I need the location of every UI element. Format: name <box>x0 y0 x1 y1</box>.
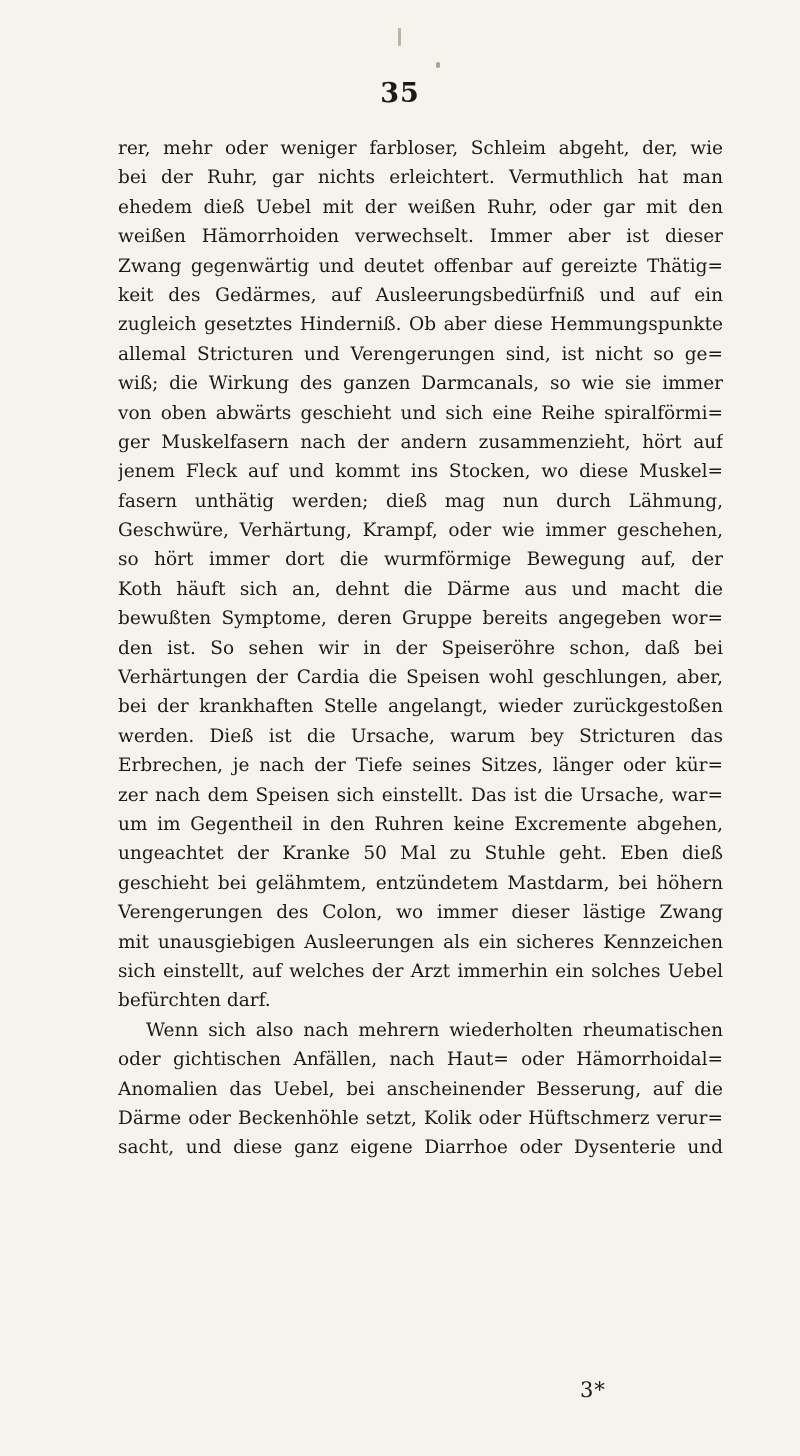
text-line: Erbrechen, je nach der Tiefe seines Sitzes, länger oder kür= <box>118 755 723 777</box>
text-line: weißen Hämorrhoiden verwechselt. Immer aber ist dieser <box>118 226 723 248</box>
text-line: jenem Fleck auf und kommt ins Stocken, wo diese Muskel= <box>118 461 723 483</box>
body-text <box>118 134 723 1163</box>
paper-mark <box>398 28 401 46</box>
text-line: Verhärtungen der Cardia die Speisen wohl geschlungen, aber, <box>118 667 723 689</box>
text-line: bei der Ruhr, gar nichts erleichtert. Vermuthlich hat man <box>118 167 723 189</box>
text-line: ungeachtet der Kranke 50 Mal zu Stuhle geht. Eben dieß <box>118 843 723 865</box>
text-line: ehedem dieß Uebel mit der weißen Ruhr, oder gar mit den <box>118 196 723 218</box>
text-line: von oben abwärts geschieht und sich eine Reihe spiralförmi= <box>118 402 723 424</box>
text-line: bei der krankhaften Stelle angelangt, wieder zurückgestoßen <box>118 696 723 718</box>
text-line: sacht, und diese ganz eigene Diarrhoe oder Dysenterie und <box>118 1137 723 1159</box>
text-line: so hört immer dort die wurmförmige Bewegung auf, der <box>118 549 723 571</box>
text-line: rer, mehr oder weniger farbloser, Schleim abgeht, der, wie <box>118 138 723 159</box>
text-line: Verengerungen des Colon, wo immer dieser lästige Zwang <box>118 902 723 924</box>
paragraph-start-line: Wenn sich also nach mehrern wiederholten rheumatischen <box>146 1019 723 1041</box>
paragraph-end-line: befürchten darf. <box>118 990 271 1012</box>
text-line: oder gichtischen Anfällen, nach Haut= oder Hämorrhoidal= <box>118 1049 723 1071</box>
text-line: Koth häuft sich an, dehnt die Därme aus und macht die <box>118 578 723 600</box>
text-line: ger Muskelfasern nach der andern zusammenzieht, hört auf <box>118 431 723 453</box>
text-line: Zwang gegenwärtig und deutet offenbar auf gereizte Thätig= <box>118 255 723 277</box>
text-line: sich einstellt, auf welches der Arzt immerhin ein solches Uebel <box>118 960 723 982</box>
text-line: geschieht bei gelähmtem, entzündetem Mastdarm, bei höhern <box>118 872 723 894</box>
text-line: zugleich gesetztes Hinderniß. Ob aber diese Hemmungspunkte <box>118 314 723 336</box>
text-line: Geschwüre, Verhärtung, Krampf, oder wie immer geschehen, <box>118 520 723 542</box>
text-line: den ist. So sehen wir in der Speiseröhre schon, daß bei <box>118 637 723 659</box>
text-line: Anomalien das Uebel, bei anscheinender Besserung, auf die <box>118 1078 723 1100</box>
text-line: zer nach dem Speisen sich einstellt. Das ist die Ursache, war= <box>118 784 723 806</box>
text-line: bewußten Symptome, deren Gruppe bereits angegeben wor= <box>118 608 723 630</box>
paper-mark <box>436 62 440 68</box>
text-line: werden. Dieß ist die Ursache, warum bey Stricturen das <box>118 725 723 747</box>
page-number: 35 <box>380 78 420 109</box>
text-line: um im Gegentheil in den Ruhren keine Excremente abgehen, <box>118 813 723 835</box>
text-line: wiß; die Wirkung des ganzen Darmcanals, so wie sie immer <box>118 373 723 395</box>
text-line: fasern unthätig werden; dieß mag nun durch Lähmung, <box>118 490 723 512</box>
text-line: allemal Stricturen und Verengerungen sind, ist nicht so ge= <box>118 343 723 365</box>
text-line: keit des Gedärmes, auf Ausleerungsbedürfniß und auf ein <box>118 284 723 306</box>
text-line: mit unausgiebigen Ausleerungen als ein sicheres Kennzeichen <box>118 931 723 953</box>
text-line: Därme oder Beckenhöhle setzt, Kolik oder Hüftschmerz verur= <box>118 1107 723 1129</box>
printer-signature-mark: 3* <box>580 1378 606 1402</box>
